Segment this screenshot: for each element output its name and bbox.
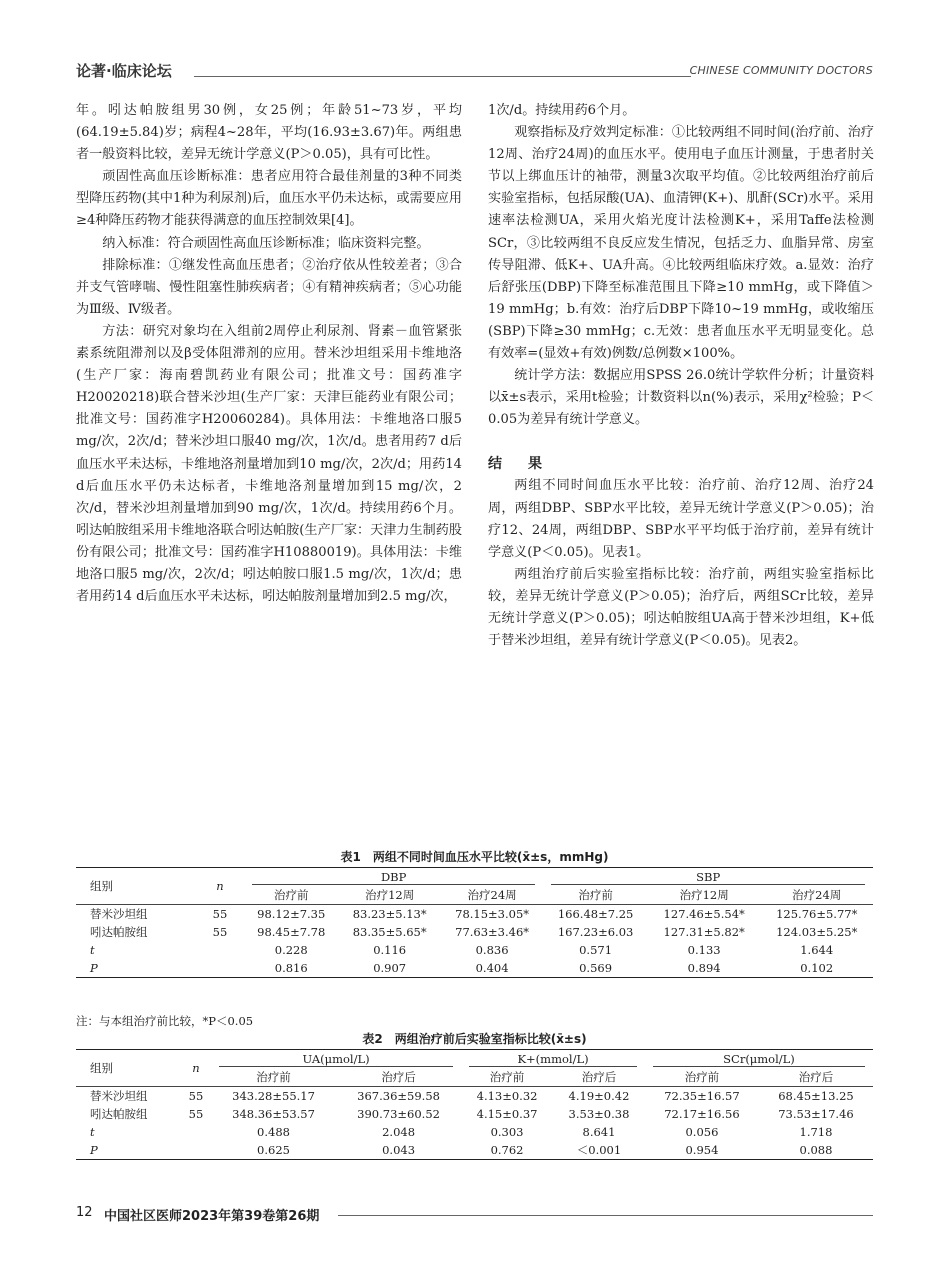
left-column	[76, 100, 462, 608]
row-label: t	[90, 1125, 95, 1139]
paragraph: 方法：研究对象均在入组前2周停止利尿剂、肾素－血管紧张素系统阻滞剂以及β受体阻滞剂的应用。替米沙坦组采用卡维地洛(生产厂家：海南碧凯药业有限公司；批准文号：国药准字H20020218)联合替米沙坦(生产厂家：天津巨能药业有限公司；批准文号：国药准字H20060284)。具体用法：卡维地洛口服5 mg/次，2次/d；替米沙坦口服40 mg/次，1次/d。患者用药7 d后血压水平未达标，卡维地洛剂量增加到10 mg/次，2次/d；用药14 d后血压水平仍未达标者，卡维地洛剂量增加到15 mg/次，2次/d，替米沙坦剂量增加到90 mg/次，1次/d。持续用药6个月。吲达帕胺组采用卡维地洛联合吲达帕胺(生产厂家：天津力生制药股份有限公司；批准文号：国药准字H10880019)。具体用法：卡维地洛口服5 mg/次，2次/d；吲达帕胺口服1.5 mg/次，1次/d；患者用药14 d后血压水平未达标，吲达帕胺剂量增加到2.5 mg/次，	[76, 323, 462, 605]
cell: 0.102	[760, 959, 873, 978]
table-header-sbp	[543, 868, 873, 887]
cell: 1.644	[800, 943, 834, 957]
cell: 167.23±6.03	[557, 925, 634, 939]
subheader: 治疗12周	[679, 888, 729, 902]
scr-label: SCr(μmol/L)	[653, 1052, 865, 1067]
cell: 0.569	[543, 959, 648, 978]
subheader: 治疗12周	[365, 888, 415, 902]
cell: 0.088	[759, 1141, 873, 1160]
paragraph: 统计学方法：数据应用SPSS 26.0统计学软件分析；计量资料以x̄±s表示，采用t检验；计数资料以n(%)表示，采用χ²检验；P＜0.05为差异有统计学意义。	[488, 368, 874, 428]
cell: 72.35±16.57	[645, 1087, 759, 1106]
cell: 0.894	[648, 959, 761, 978]
row-label: P	[76, 959, 196, 978]
cell: 55	[181, 1087, 211, 1106]
cell: 55	[188, 1107, 204, 1121]
cell: 4.19±0.42	[553, 1087, 645, 1106]
cell: 0.228	[274, 943, 308, 957]
cell: 77.63±3.46*	[455, 925, 530, 939]
table-header-ua	[211, 1050, 461, 1069]
paragraph: 排除标准：①继发性高血压患者；②治疗依从性较差者；③合并支气管哮喘、慢性阻塞性肺疾病者；④有精神疾病者；⑤心功能为Ⅲ级、Ⅳ级者。	[76, 257, 462, 317]
subheader: 治疗后	[381, 1070, 416, 1084]
cell: 83.23±5.13*	[338, 905, 440, 924]
cell: 124.03±5.25*	[776, 925, 858, 939]
table-row	[76, 1123, 873, 1141]
cell: 0.762	[461, 1141, 553, 1160]
table1-caption: 表1 两组不同时间血压水平比较(x̄±s，mmHg)	[340, 850, 609, 864]
cell: 0.404	[441, 959, 543, 978]
cell: 127.31±5.82*	[663, 925, 745, 939]
paragraph: 两组治疗前后实验室指标比较：治疗前，两组实验室指标比较，差异无统计学意义(P＞0.05)；治疗后，两组SCr比较，差异无统计学意义(P＞0.05)；吲达帕胺组UA高于替米沙坦组，K+低于替米沙坦组，差异有统计学意义(P＜0.05)。见表2。	[488, 566, 874, 649]
table-header-scr	[645, 1050, 873, 1069]
subheader: 治疗前	[684, 1070, 720, 1084]
cell: 0.303	[490, 1125, 524, 1139]
table-header-group: 组别	[76, 868, 196, 905]
cell: 0.571	[579, 943, 613, 957]
cell: 343.28±55.17	[211, 1087, 336, 1106]
cell: 72.17±16.56	[664, 1107, 740, 1121]
cell: 98.45±7.78	[257, 925, 326, 939]
subheader: 治疗后	[798, 1070, 834, 1084]
paragraph: 年。吲达帕胺组男30例，女25例；年龄51~73岁，平均(64.19±5.84)岁；病程4~28年，平均(16.93±3.67)年。两组患者一般资料比较，差异无统计学意义(P＞0.05)，具有可比性。	[76, 103, 462, 163]
cell: 4.15±0.37	[476, 1107, 538, 1121]
table-header-dbp	[244, 868, 543, 887]
cell: ＜0.001	[553, 1141, 645, 1160]
cell	[181, 1123, 211, 1141]
row-label: 吲达帕胺组	[90, 1107, 148, 1121]
table-header-group: 组别	[76, 1050, 181, 1087]
cell: 55	[212, 925, 228, 939]
dbp-label: DBP	[252, 870, 535, 885]
cell	[181, 1141, 211, 1160]
table-row	[76, 923, 873, 941]
subheader: 治疗24周	[792, 888, 842, 902]
cell: 3.53±0.38	[568, 1107, 630, 1121]
cell: 73.53±17.46	[778, 1107, 854, 1121]
subheader: 治疗前	[489, 1070, 525, 1084]
paragraph: 顽固性高血压诊断标准：患者应用符合最佳剂量的3种不同类型降压药物(其中1种为利尿剂)后，血压水平仍未达标，或需要应用≥4种降压药物才能获得满意的血压控制效果[4]。	[76, 169, 462, 229]
table-header-k	[461, 1050, 645, 1069]
page-number: 12	[76, 1205, 93, 1220]
sbp-label: SBP	[551, 870, 865, 885]
section-label: 论著·临床论坛	[76, 62, 172, 80]
row-label: 吲达帕胺组	[90, 925, 148, 939]
paragraph: 观察指标及疗效判定标准：①比较两组不同时间(治疗前、治疗12周、治疗24周)的血压水平。使用电子血压计测量，于患者肘关节以上绑血压计的袖带，测量3次取平均值。②比较两组治疗前后实验室指标，包括尿酸(UA)、血清钾(K+)、肌酐(SCr)水平。采用速率法检测UA，采用火焰光度计法检测K+，采用Taffe法检测SCr，③比较两组不良反应发生情况，包括乏力、血脂异常、房室传导阻滞、低K+、UA升高。④比较两组临床疗效。a.显效：治疗后舒张压(DBP)下降至标准范围且下降≥10 mmHg，或下降值＞19 mmHg；b.有效：治疗后DBP下降10~19 mmHg，或收缩压(SBP)下降≥30 mmHg；c.无效：患者血压水平无明显变化。总有效率=(显效+有效)例数/总例数×100%。	[488, 125, 874, 362]
cell: 98.12±7.35	[244, 905, 338, 924]
cell	[196, 959, 244, 978]
cell: 0.116	[373, 943, 407, 957]
row-label: 替米沙坦组	[76, 1087, 181, 1106]
table-header-n: n	[181, 1050, 211, 1087]
results-heading: 结 果	[488, 456, 548, 473]
k-label: K+(mmol/L)	[469, 1052, 637, 1067]
cell: 83.35±5.65*	[352, 925, 427, 939]
row-label: t	[90, 943, 95, 957]
table-row	[76, 959, 873, 978]
table2	[76, 1049, 873, 1160]
table2-caption: 表2 两组治疗前后实验室指标比较(x̄±s)	[362, 1032, 587, 1046]
header-rule	[194, 76, 691, 77]
cell: 166.48±7.25	[543, 905, 648, 924]
cell: 68.45±13.25	[759, 1087, 873, 1106]
running-header	[76, 60, 873, 86]
cell: 125.76±5.77*	[760, 905, 873, 924]
cell: 0.836	[475, 943, 509, 957]
cell: 367.36±59.58	[336, 1087, 461, 1106]
cell: 0.043	[336, 1141, 461, 1160]
cell: 2.048	[382, 1125, 416, 1139]
cell: 8.641	[582, 1125, 616, 1139]
row-label: P	[76, 1141, 181, 1160]
paragraph: 纳入标准：符合顽固性高血压诊断标准；临床资料完整。	[102, 235, 430, 251]
cell: 0.056	[685, 1125, 719, 1139]
table1-note: 注：与本组治疗前比较，*P＜0.05	[76, 1014, 254, 1028]
cell: 390.73±60.52	[357, 1107, 440, 1121]
cell: 0.816	[244, 959, 338, 978]
subheader: 治疗前	[256, 1070, 291, 1084]
right-column	[488, 100, 874, 652]
journal-issue: 中国社区医师2023年第39卷第26期	[104, 1209, 320, 1224]
table-header-n: n	[196, 868, 244, 905]
table-row	[76, 905, 873, 924]
subheader: 治疗后	[581, 1070, 617, 1084]
cell: 0.625	[211, 1141, 336, 1160]
page-footer	[76, 1205, 873, 1225]
cell: 78.15±3.05*	[441, 905, 543, 924]
cell: 1.718	[799, 1125, 833, 1139]
subheader: 治疗前	[273, 888, 309, 902]
journal-name-en: CHINESE COMMUNITY DOCTORS	[689, 64, 873, 77]
row-label: 替米沙坦组	[76, 905, 196, 924]
paragraph: 两组不同时间血压水平比较：治疗前、治疗12周、治疗24周，两组DBP、SBP水平比较，差异无统计学意义(P＞0.05)；治疗12、24周，两组DBP、SBP水平平均低于治疗前，差异有统计学意义(P＜0.05)。见表1。	[488, 478, 874, 560]
subheader: 治疗前	[578, 888, 613, 902]
table-row	[76, 1105, 873, 1123]
paragraph: 1次/d。持续用药6个月。	[488, 103, 636, 118]
table-row	[76, 941, 873, 959]
cell: 0.488	[257, 1125, 290, 1139]
cell: 0.907	[338, 959, 440, 978]
cell: 0.133	[687, 943, 721, 957]
subheader: 治疗24周	[467, 888, 517, 902]
footer-rule	[338, 1215, 873, 1216]
cell: 348.36±53.57	[232, 1107, 315, 1121]
table1	[76, 867, 873, 978]
table-row	[76, 1141, 873, 1160]
cell: 4.13±0.32	[461, 1087, 553, 1106]
cell: 127.46±5.54*	[648, 905, 761, 924]
table-row	[76, 1087, 873, 1106]
cell	[196, 941, 244, 959]
ua-label: UA(μmol/L)	[219, 1052, 453, 1067]
cell: 55	[196, 905, 244, 924]
cell: 0.954	[645, 1141, 759, 1160]
